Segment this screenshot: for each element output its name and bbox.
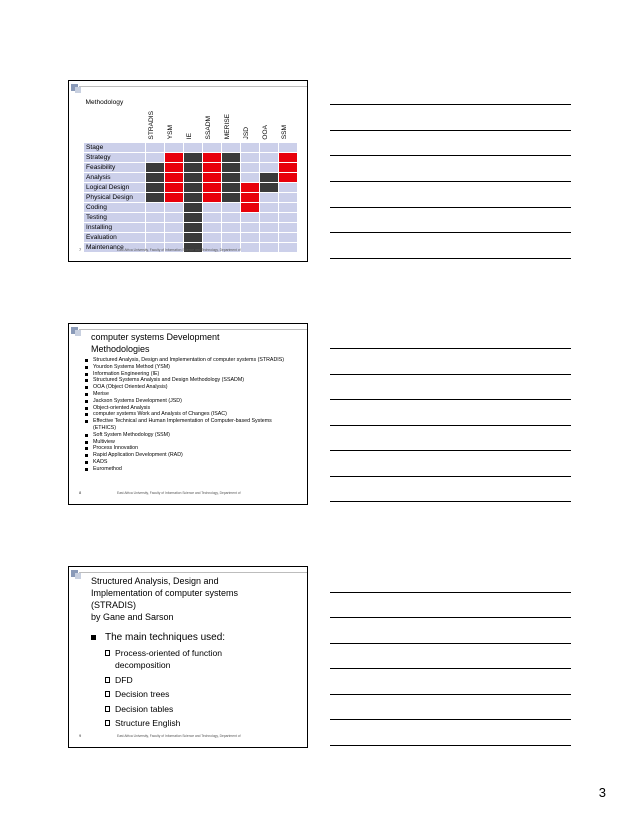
list-item	[85, 377, 295, 384]
bullet-square-icon	[85, 413, 88, 416]
list-item-text: Multiview	[93, 438, 115, 445]
table-row	[84, 172, 298, 182]
table-cell	[222, 232, 241, 242]
table-cell	[279, 192, 298, 202]
slide-8	[68, 323, 308, 505]
list-item	[85, 439, 295, 446]
slide-7	[68, 80, 308, 262]
list-item-text: Effective Technical and Human Implementation of Computer-based Systems (ETHICS)	[93, 418, 272, 431]
row-label: Coding	[84, 202, 146, 212]
table-cell	[203, 172, 222, 182]
row-label: Maintenance	[84, 242, 146, 252]
table-row	[84, 192, 298, 202]
table-cell	[165, 232, 184, 242]
table-row	[84, 182, 298, 192]
table-cell	[203, 192, 222, 202]
sub-bullet	[105, 688, 255, 700]
bullet-square-icon	[91, 635, 96, 640]
list-item	[85, 418, 295, 432]
table-cell	[184, 192, 203, 202]
table-cell	[222, 212, 241, 222]
table-cell	[260, 212, 279, 222]
bullet-square-icon	[85, 447, 88, 450]
table-cell	[203, 152, 222, 162]
table-cell	[241, 242, 260, 252]
slide-divider	[79, 86, 308, 87]
list-item	[85, 384, 295, 391]
table-cell	[184, 142, 203, 152]
list-item-text: Merise	[93, 390, 109, 397]
note-line	[330, 130, 571, 131]
table-cell	[184, 212, 203, 222]
methodology-table	[83, 97, 298, 253]
list-item-text: Structured Analysis, Design and Implementation of computer systems (STRADIS)	[93, 357, 285, 363]
table-cell	[260, 172, 279, 182]
list-item	[85, 445, 295, 452]
table-cell	[184, 232, 203, 242]
table-cell	[222, 162, 241, 172]
table-cell	[260, 162, 279, 172]
table-cell	[241, 152, 260, 162]
table-cell	[279, 212, 298, 222]
sub-bullet-text: DFD	[115, 674, 133, 685]
bullet-square-icon	[85, 461, 88, 464]
list-item-text: Process Innovation	[93, 445, 139, 452]
slide-footer: East Africa University, Faculty of Information Science and Technology, Department of	[117, 491, 241, 495]
table-cell	[165, 212, 184, 222]
table-cell	[241, 142, 260, 152]
slide-marker-icon	[69, 324, 83, 338]
table-cell	[241, 202, 260, 212]
list-item-text: OOA (Object Oriented Analysis)	[93, 384, 168, 391]
table-cell	[222, 192, 241, 202]
sub-bullet	[105, 674, 255, 686]
table-cell	[203, 182, 222, 192]
note-line	[330, 155, 571, 156]
note-line	[330, 399, 571, 400]
table-cell	[279, 182, 298, 192]
table-cell	[241, 172, 260, 182]
row-label: Logical Design	[84, 182, 146, 192]
table-cell	[184, 202, 203, 212]
row-label: Feasibility	[84, 162, 146, 172]
bullet-square-icon	[85, 434, 88, 437]
table-cell	[184, 222, 203, 232]
table-cell	[165, 162, 184, 172]
column-header	[241, 97, 260, 142]
table-cell	[184, 182, 203, 192]
table-cell	[222, 152, 241, 162]
slide-title	[91, 332, 220, 355]
note-line	[330, 694, 571, 695]
table-cell	[279, 222, 298, 232]
column-header-label: OOA	[261, 124, 269, 140]
list-item	[85, 357, 295, 364]
slide-divider	[79, 572, 308, 573]
list-item	[85, 466, 295, 473]
list-item	[85, 432, 295, 439]
table-cell	[260, 152, 279, 162]
sub-bullet	[105, 647, 255, 671]
note-line	[330, 181, 571, 182]
table-row	[84, 152, 298, 162]
note-line	[330, 501, 571, 502]
bullet-square-icon	[85, 454, 88, 457]
stage-label: Stage	[84, 142, 146, 152]
list-item	[85, 371, 295, 378]
sub-bullet-text: Structure English	[115, 718, 181, 728]
sub-bullet	[105, 717, 255, 729]
bullet-square-icon	[85, 359, 88, 362]
list-item	[85, 364, 295, 371]
table-cell	[279, 232, 298, 242]
list-item-text: Structured Systems Analysis and Design Methodology (SSADM)	[93, 377, 245, 384]
note-line	[330, 617, 571, 618]
table-cell	[184, 152, 203, 162]
bullet-square-icon	[85, 373, 88, 376]
list-item-text: Soft System Methodology (SSM)	[93, 431, 170, 438]
main-bullet-text: The main techniques used:	[105, 632, 226, 643]
note-line	[330, 745, 571, 746]
table-cell	[165, 182, 184, 192]
table-cell	[165, 192, 184, 202]
slide-divider	[79, 329, 308, 330]
table-cell	[203, 212, 222, 222]
table-cell	[222, 202, 241, 212]
row-label: Analysis	[84, 172, 146, 182]
bullet-square-icon	[85, 441, 88, 444]
table-cell	[203, 142, 222, 152]
sub-bullet	[105, 703, 255, 715]
table-cell	[279, 172, 298, 182]
hollow-square-bullet-icon	[105, 706, 110, 712]
list-item	[85, 398, 295, 405]
table-cell	[241, 182, 260, 192]
slide-title: Structured Analysis, Design and Implementation of computer systems (STRADIS) by Gane and Sarson	[91, 576, 239, 622]
table-cell	[146, 162, 165, 172]
table-cell	[260, 192, 279, 202]
table-cell	[279, 162, 298, 172]
slide-9	[68, 566, 308, 748]
row-label: Testing	[84, 212, 146, 222]
row-label: Installing	[84, 222, 146, 232]
slide-number: 9	[79, 733, 82, 738]
list-item	[85, 459, 295, 466]
stage-row	[84, 142, 298, 152]
sub-bullet-text: Decision trees	[115, 689, 170, 699]
table-cell	[165, 142, 184, 152]
table-header-row	[84, 97, 298, 142]
hollow-square-bullet-icon	[105, 650, 110, 656]
note-line	[330, 232, 571, 233]
table-cell	[203, 222, 222, 232]
bullet-square-icon	[85, 420, 88, 423]
table-row	[84, 222, 298, 232]
column-header-label: IE	[185, 133, 193, 140]
hollow-square-bullet-icon	[105, 677, 110, 683]
slide-number: 8	[79, 490, 82, 495]
table-cell	[146, 142, 165, 152]
row-label: Evaluation	[84, 232, 146, 242]
list-item-text: Euromethod	[93, 465, 122, 472]
table-cell	[146, 182, 165, 192]
column-header	[222, 97, 241, 142]
list-item-text: Jackson Systems Development (JSD)	[93, 397, 182, 404]
bullet-square-icon	[85, 400, 88, 403]
note-line	[330, 374, 571, 375]
table-cell	[222, 172, 241, 182]
column-header	[203, 97, 222, 142]
note-line	[330, 719, 571, 720]
table-cell	[279, 202, 298, 212]
hollow-square-bullet-icon	[105, 691, 110, 697]
column-header-label: SSM	[280, 125, 288, 140]
note-line	[330, 668, 571, 669]
table-cell	[260, 182, 279, 192]
bullet-square-icon	[85, 366, 88, 369]
table-cell	[146, 222, 165, 232]
note-line	[330, 104, 571, 105]
table-cell	[241, 212, 260, 222]
main-bullet	[91, 632, 225, 644]
note-line	[330, 450, 571, 451]
table-cell	[165, 152, 184, 162]
note-line	[330, 643, 571, 644]
slide-marker-icon	[69, 81, 83, 95]
bullet-square-icon	[85, 393, 88, 396]
table-row	[84, 202, 298, 212]
table-cell	[222, 182, 241, 192]
table-cell	[222, 222, 241, 232]
table-cell	[241, 192, 260, 202]
table-cell	[260, 142, 279, 152]
technique-list	[105, 647, 255, 732]
column-header	[260, 97, 279, 142]
column-header-label: MERISE	[223, 114, 231, 140]
list-item-text: Yourdon Systems Method (YSM)	[93, 363, 170, 370]
column-header-label: STRADIS	[147, 110, 155, 140]
bullet-square-icon	[85, 468, 88, 471]
slide-footer: East Africa University, Faculty of Information Science and Technology, Department of	[117, 734, 241, 738]
slide-title-line: Methodologies	[91, 343, 150, 354]
table-cell	[241, 222, 260, 232]
table-cell	[260, 202, 279, 212]
table-cell	[146, 152, 165, 162]
note-line	[330, 476, 571, 477]
table-row	[84, 212, 298, 222]
sub-bullet-text: Decision tables	[115, 703, 174, 714]
slide-footer: East Africa University, Faculty of Information Science and Technology, Department of	[117, 248, 241, 252]
page-number: 3	[598, 785, 606, 800]
table-cell	[184, 172, 203, 182]
note-line	[330, 258, 571, 259]
table-cell	[146, 192, 165, 202]
slide-marker-icon	[69, 567, 83, 581]
table-row	[84, 162, 298, 172]
list-item-text: Object-oriented Analysis	[93, 404, 151, 411]
table-cell	[184, 162, 203, 172]
row-label: Strategy	[84, 152, 146, 162]
list-item	[85, 405, 295, 412]
column-header	[279, 97, 298, 142]
slide-title-line: computer systems Development	[91, 332, 220, 342]
column-header-label: YSM	[166, 125, 174, 140]
table-cell	[260, 232, 279, 242]
row-label: Physical Design	[84, 192, 146, 202]
corner-label: Methodology	[84, 97, 146, 142]
table-cell	[279, 142, 298, 152]
bullet-square-icon	[85, 379, 88, 382]
table-cell	[165, 222, 184, 232]
methodology-list	[85, 357, 295, 473]
table-cell	[203, 162, 222, 172]
list-item	[85, 411, 295, 418]
list-item-text: KADS	[93, 458, 108, 465]
table-cell	[279, 152, 298, 162]
note-line	[330, 348, 571, 349]
table-cell	[146, 202, 165, 212]
list-item-text: Rapid Application Development (RAD)	[93, 452, 183, 459]
list-item-text: Information Engineering (IE)	[93, 370, 160, 377]
table-row	[84, 232, 298, 242]
column-header-label: SSADM	[204, 116, 212, 140]
column-header-label: JSD	[242, 127, 250, 140]
list-item-text: computer systems Work and Analysis of Changes (ISAC)	[93, 411, 227, 418]
column-header	[165, 97, 184, 142]
table-cell	[203, 202, 222, 212]
list-item	[85, 452, 295, 459]
table-cell	[260, 242, 279, 252]
note-line	[330, 425, 571, 426]
bullet-square-icon	[85, 386, 88, 389]
table-cell	[260, 222, 279, 232]
slide-number: 7	[79, 247, 82, 252]
hollow-square-bullet-icon	[105, 720, 110, 726]
bullet-square-icon	[85, 407, 88, 410]
note-line	[330, 207, 571, 208]
column-header	[146, 97, 165, 142]
note-line	[330, 592, 571, 593]
table-cell	[222, 142, 241, 152]
table-cell	[241, 232, 260, 242]
sub-bullet-text: Process-oriented of function decomposition	[115, 648, 223, 670]
table-cell	[146, 232, 165, 242]
table-cell	[165, 202, 184, 212]
table-cell	[146, 172, 165, 182]
column-header	[184, 97, 203, 142]
table-cell	[146, 212, 165, 222]
table-cell	[203, 232, 222, 242]
table-cell	[165, 172, 184, 182]
table-cell	[279, 242, 298, 252]
table-cell	[241, 162, 260, 172]
list-item	[85, 391, 295, 398]
